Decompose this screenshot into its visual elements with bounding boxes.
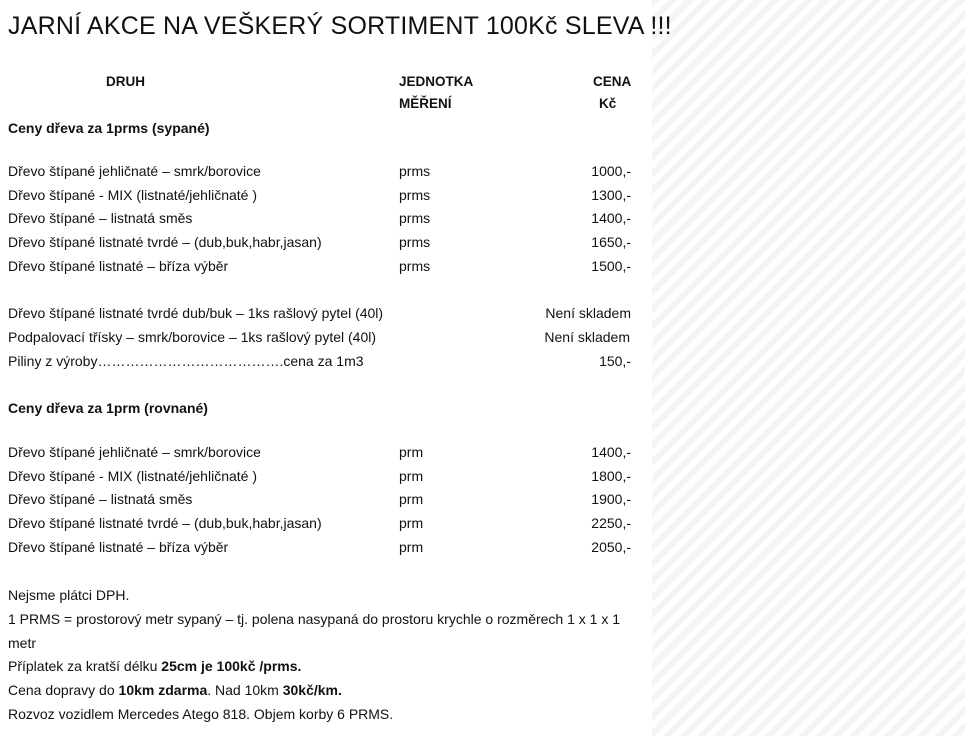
section-title-prms: Ceny dřeva za 1prms (sypané) <box>8 120 210 136</box>
section-title-prm: Ceny dřeva za 1prm (rovnané) <box>8 400 208 416</box>
note-dph: Nejsme plátci DPH. <box>8 587 130 603</box>
striped-background-panel <box>652 0 965 736</box>
note-rozvoz: Rozvoz vozidlem Mercedes Atego 818. Objem korby 6 PRMS. <box>8 706 394 722</box>
note-doprava: Cena dopravy do 10km zdarma. Nad 10km 30kč/km. <box>8 682 342 698</box>
table-row: Dřevo štípané – listnatá směs prms 1400,- <box>8 210 631 226</box>
table-row: Dřevo štípané listnaté tvrdé – (dub,buk,habr,jasan) prm 2250,- <box>8 515 631 531</box>
table-row: Dřevo štípané - MIX (listnaté/jehličnaté ) prms 1300,- <box>8 187 631 203</box>
note-prms-definition: 1 PRMS = prostorový metr sypaný – tj. polena nasypaná do prostoru krychle o rozměrech 1 x 1 x 1 metr <box>8 611 621 651</box>
table-row: Dřevo štípané listnaté tvrdé – (dub,buk,habr,jasan) prms 1650,- <box>8 234 631 250</box>
table-row: Dřevo štípané listnaté – bříza výběr prm 2050,- <box>8 539 631 555</box>
table-row: Dřevo štípané – listnatá směs prm 1900,- <box>8 491 631 507</box>
header-jednotka: JEDNOTKA MĚŘENÍ <box>399 74 474 111</box>
table-row: Dřevo štípané - MIX (listnaté/jehličnaté ) prm 1800,- <box>8 468 631 484</box>
table-row: Dřevo štípané listnaté tvrdé dub/buk – 1ks rašlový pytel (40l) Není skladem <box>8 305 631 321</box>
note-priplatek: Příplatek za kratší délku 25cm je 100kč /prms. <box>8 658 302 674</box>
table-row: Dřevo štípané jehličnaté – smrk/borovice prm 1400,- <box>8 444 631 460</box>
table-row: Piliny z výroby………………………………….cena za 1m3 150,- <box>8 353 631 369</box>
table-row: Podpalovací třísky – smrk/borovice – 1ks rašlový pytel (40l) Není skladem <box>8 329 630 345</box>
header-druh: DRUH <box>106 74 145 89</box>
header-cena: CENA Kč <box>593 74 632 111</box>
table-row: Dřevo štípané listnaté – bříza výběr prms 1500,- <box>8 258 631 274</box>
table-row: Dřevo štípané jehličnaté – smrk/borovice prms 1000,- <box>8 163 631 179</box>
page-title: JARNÍ AKCE NA VEŠKERÝ SORTIMENT 100Kč SLEVA !!! <box>8 12 672 40</box>
